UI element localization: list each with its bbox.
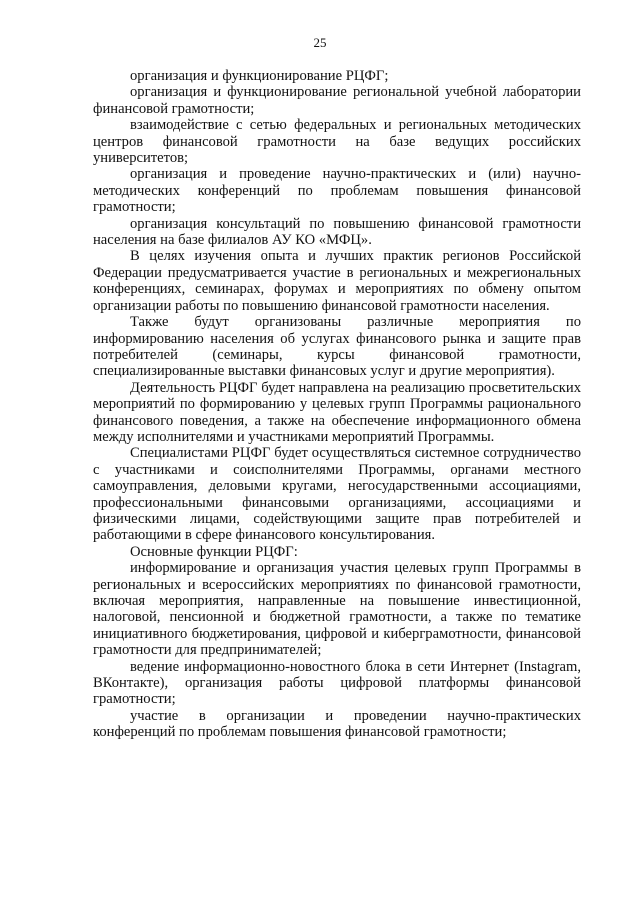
document-body [93, 68, 581, 741]
paragraph-conference-participation: участие в организации и проведении научно-практических конференций по проблемам повышения финансовой грамотности; [93, 707, 581, 741]
paragraph-news-block: ведение информационно-новостного блока в сети Интернет (Instagram, ВКонтакте), организация работы цифровой платформы финансовой грамотности; [93, 658, 581, 708]
paragraph-function-rcfg: организация и функционирование РЦФГ; [130, 68, 389, 84]
page-number: 25 [313, 35, 327, 50]
paragraph-regional-practices: В целях изучения опыта и лучших практик регионов Российской Федерации предусматривается участие в региональных и межрегиональных конференциях, семинарах, форумах и мероприятиях по обмену опытом организации работы по повышению финансовой грамотности населения. [93, 248, 581, 314]
paragraph-methodical-centers: взаимодействие с сетью федеральных и региональных методических центров финансовой грамотности на базе ведущих российских университетов; [93, 117, 581, 167]
paragraph-main-functions-heading: Основные функции РЦФГ: [130, 543, 298, 560]
paragraph-informing-participation: информирование и организация участия целевых групп Программы в региональных и всероссийских мероприятиях по финансовой грамотности, включая мероприятия, направленные на повышение инвестиционной, налоговой, пенсионной и бюджетной грамотности, а также по тематике инициативного бюджетирования, цифровой и киберграмотности, финансовой грамотности для предпринимателей; [93, 560, 581, 659]
paragraph-consumer-events: Также будут организованы различные мероприятия по информированию населения об услугах финансового рынка и защите прав потребителей (семинары, курсы финансовой грамотности, специализированные выставки финансовых услуг и другие мероприятия). [93, 314, 581, 380]
paragraph-consultations: организация консультаций по повышению финансовой грамотности населения на базе филиалов АУ КО «МФЦ». [93, 215, 581, 249]
paragraph-conferences: организация и проведение научно-практических и (или) научно-методических конференций по проблемам повышения финансовой грамотности; [93, 166, 581, 216]
paragraph-cooperation: Специалистами РЦФГ будет осуществляться системное сотрудничество с участниками и соисполнителями Программы, органами местного самоуправления, деловыми кругами, негосударственными ассоциациями, профессиональными финансовыми организациями, ассоциациями и физическими лицами, содействующими защите прав потребителей и работающими в сфере финансового консультирования. [93, 445, 581, 544]
paragraph-regional-laboratory: организация и функционирование региональной учебной лаборатории финансовой грамотности; [93, 84, 581, 117]
paragraph-rcfg-activity: Деятельность РЦФГ будет направлена на реализацию просветительских мероприятий по формированию у целевых групп Программы рационального финансового поведения, а также на обеспечение информационного обмена между исполнителями и участниками мероприятий Программы. [93, 379, 581, 445]
